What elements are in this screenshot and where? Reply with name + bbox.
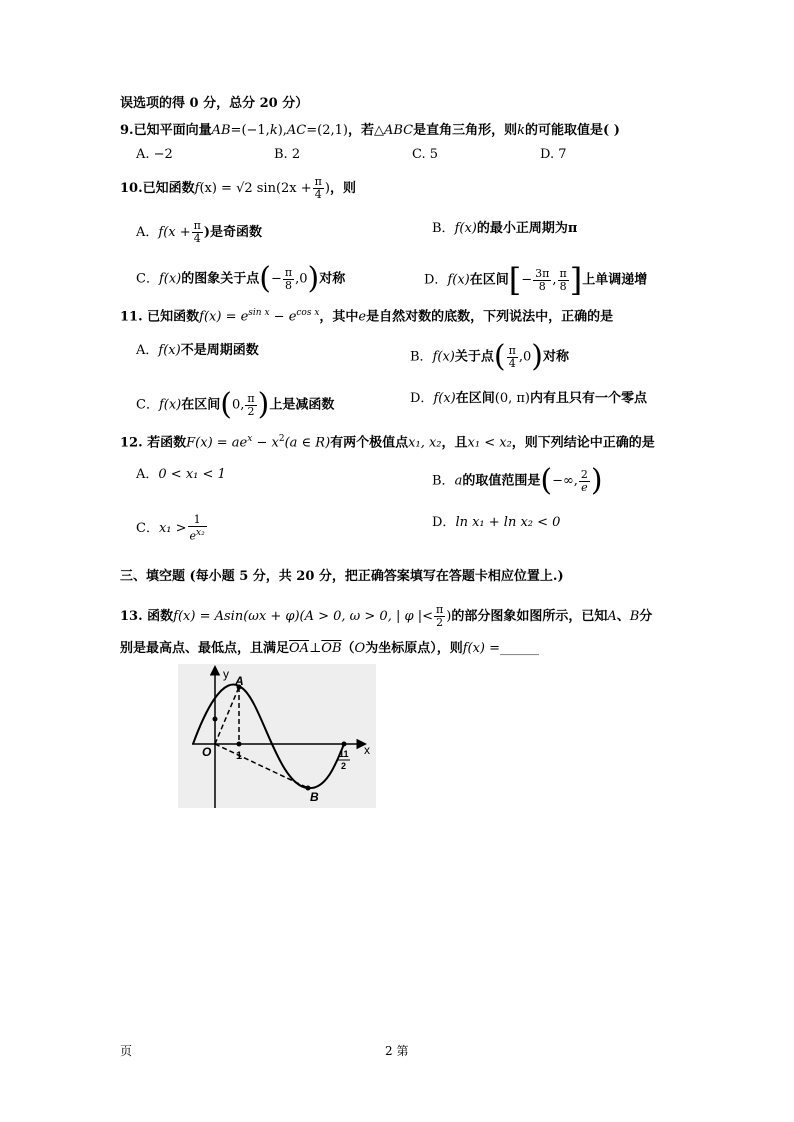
q11-b-mid: 关于点 [454, 349, 494, 365]
q11-func: f(x) = e [199, 309, 249, 325]
q9-text-d: 的可能取值是( ) [525, 123, 620, 138]
q10-d-text: 上单调递增 [582, 272, 648, 288]
q10-c-minus: − [270, 271, 282, 287]
q10-four: 4 [314, 188, 322, 201]
q9-option-b: B. 2 [274, 147, 301, 162]
q11-option-c [136, 387, 335, 422]
y-axis-label: y [223, 667, 229, 681]
q11-b-func: f(x) [432, 349, 455, 365]
q11-option-d [410, 390, 647, 408]
q12-b-interval: −∞, [552, 473, 578, 489]
question-13-line-1 [120, 604, 652, 629]
q12-stem-b: 有两个极值点 [330, 435, 409, 451]
q11-c-zero: 0, [231, 397, 245, 413]
q10-f: f [194, 181, 200, 196]
q11-a-text: 不是周期函数 [180, 343, 259, 358]
q10-stem-b: ，则 [329, 181, 356, 196]
q11-c-text: 上是减函数 [269, 397, 335, 413]
point-x-eleven-half [342, 742, 347, 747]
q9-number: 9. [120, 123, 134, 138]
q10-c-frac [283, 267, 294, 292]
q10-stem-a: 10.已知函数 [120, 181, 195, 196]
q12-func: F(x) = ae [186, 435, 248, 451]
label-o: O [202, 745, 212, 759]
q13-fx: f(x) = [462, 641, 501, 656]
q11-c-rparen: ) [257, 387, 270, 422]
section-3-heading: 三、填空题 (每小题 5 分，共 20 分，把正确答案填写在答题卡相应位置上.) [120, 569, 564, 584]
q10-d-rbracket: ] [569, 261, 583, 299]
q10-d-lbracket: [ [508, 261, 522, 299]
question-13-line-2 [120, 640, 539, 658]
q11-c-pi: π [247, 391, 255, 405]
q13-graph-figure [178, 664, 376, 808]
q10-a-four: 4 [193, 232, 201, 245]
q9-text-a: 已知平面向量 [133, 123, 212, 138]
q10-c-rparen: ) [307, 261, 320, 296]
q11-b-lparen: ( [493, 339, 506, 374]
q11-a-label: A． [136, 343, 159, 358]
q12-b-a: a [454, 473, 463, 489]
q11-c-two: 2 [247, 404, 255, 418]
q13-frac [434, 604, 445, 629]
q12-domain: (a ∈ R) [284, 435, 331, 451]
label-a: A [235, 674, 244, 688]
q9-vec-ab: AB [211, 123, 231, 138]
q10-pi: π [314, 175, 322, 188]
q12-option-d [432, 514, 560, 532]
q9-eq1: =(−1, [230, 123, 270, 138]
q11-c-frac [245, 393, 256, 418]
q11-c-lparen: ( [220, 387, 232, 422]
q12-c-x: x₁ > [158, 520, 187, 536]
q13-perp: ⊥ [309, 641, 322, 656]
q11-c-mid: 在区间 [181, 397, 221, 413]
point-y-intercept [213, 717, 218, 722]
q10-fx: (x) = √2 sin(2x + [199, 181, 312, 196]
q10-c-zero: ,0 [295, 271, 308, 287]
q9-option-a: A. −2 [136, 147, 173, 162]
q12-c-one: 1 [188, 514, 207, 527]
segment-oa [215, 687, 239, 744]
x-axis-label: x [364, 743, 370, 757]
q11-cos: cos x [296, 308, 320, 318]
q13-line2-c: 为坐标原点），则 [365, 641, 463, 656]
q12-option-a [136, 466, 226, 484]
q12-a-label: A． [136, 467, 159, 482]
q11-c-label: C． [136, 397, 159, 413]
tick-label-11-den: 2 [341, 761, 347, 771]
q13-stem-a: 13. 函数 [120, 609, 174, 624]
q10-d-label: D． [424, 272, 448, 288]
q12-minus: − x [252, 435, 279, 451]
q10-option-b [432, 220, 577, 238]
q12-ineq: x₁ < x₂ [467, 435, 512, 451]
q9-eq1b: ), [277, 123, 287, 138]
q10-option-d [424, 261, 648, 299]
q11-d-mid: 在区间 [455, 391, 495, 406]
q10-option-c [136, 261, 346, 296]
q10-a-text: )是奇函数 [203, 225, 263, 240]
q10-a-label: A． [136, 225, 159, 240]
q9-abc: ABC [384, 123, 414, 138]
q10-c-mid: 的图象关于点 [181, 271, 260, 287]
q9-k1: k [269, 123, 278, 138]
q13-stem-c: 分 [639, 609, 653, 624]
q13-o: O [354, 641, 366, 656]
q10-a-frac [192, 220, 203, 245]
q13-graph-svg [178, 664, 376, 808]
footer-page-number: 2 第 [385, 1044, 409, 1058]
q10-d-frac2 [558, 268, 569, 293]
q13-close: ) [446, 609, 452, 624]
q11-c-func: f(x) [158, 397, 182, 413]
q10-d-eight2: 8 [559, 279, 567, 293]
q12-d-body: ln x₁ + ln x₂ < 0 [455, 515, 561, 530]
q9-vec-ac: AC [286, 123, 307, 138]
q12-c-den-sup: x₂ [196, 528, 205, 538]
label-b: B [310, 790, 319, 804]
q13-pi: π [436, 603, 444, 616]
header-line: 误选项的得 0 分，总分 20 分） [120, 96, 309, 111]
tick-label-11-num: 11 [339, 749, 349, 759]
q11-b-zero: ,0 [518, 349, 532, 365]
q11-e: e [358, 309, 367, 325]
q10-c-eight: 8 [285, 278, 292, 292]
q10-close: ) [324, 181, 330, 196]
q11-sin: sin x [248, 308, 270, 318]
q13-line2-b: （ [341, 641, 355, 656]
q11-a-func: f(x) [158, 343, 181, 358]
q9-triangle: △ [374, 123, 384, 138]
q11-stem-c: 是自然对数的底数，下列说法中，正确的是 [366, 309, 614, 325]
q10-d-minus: − [521, 272, 533, 288]
q12-b-lparen: ( [540, 463, 553, 498]
q11-d-interval: (0, π) [494, 391, 530, 406]
q12-stem-d: ，则下列结论中正确的是 [511, 435, 655, 451]
q12-b-mid: 的取值范围是 [462, 473, 541, 489]
q9-text-b: ，若 [347, 123, 374, 138]
q12-c-frac [188, 514, 207, 543]
q10-b-text: 的最小正周期为π [476, 221, 578, 236]
q10-c-func: f(x) [158, 271, 182, 287]
q13-oa: $\overline{OA}$ [289, 641, 310, 656]
q10-d-func: f(x) [447, 272, 470, 288]
q11-stem-a: 11. 已知函数 [120, 309, 200, 325]
q9-text-c: 是直角三角形，则 [413, 123, 518, 138]
q11-stem-b: ，其中 [319, 309, 359, 325]
footer-left: 页 [120, 1044, 133, 1058]
q11-b-rparen: ) [531, 339, 543, 374]
q12-c-label: C． [136, 520, 159, 536]
q11-b-label: B． [410, 349, 433, 365]
q12-option-b [432, 463, 603, 498]
q10-option-a [136, 220, 262, 245]
q10-d-mid: 在区间 [469, 272, 509, 288]
question-10-stem [120, 176, 356, 201]
question-9-stem [120, 122, 620, 140]
q10-d-pi: π [559, 266, 567, 280]
question-12-stem [120, 430, 655, 452]
q11-b-pi: π [508, 343, 516, 357]
q11-b-frac [507, 345, 518, 370]
q12-c-den [188, 527, 207, 543]
q11-b-four: 4 [508, 356, 516, 370]
q10-b-func: f(x) [454, 221, 477, 236]
q13-two: 2 [436, 616, 444, 629]
q12-option-c [136, 514, 208, 543]
q12-b-two: 2 [580, 467, 588, 481]
point-x-one [237, 742, 242, 747]
q10-c-text: 对称 [319, 271, 346, 287]
q10-pi-over-4 [313, 176, 324, 201]
q9-k2: k [517, 123, 526, 138]
q13-b: B [629, 609, 640, 624]
q11-b-text: 对称 [542, 349, 569, 365]
q12-c-den-e: e [189, 529, 197, 543]
q13-answer-blank: ______ [500, 641, 540, 656]
q11-d-label: D． [410, 391, 434, 406]
q10-c-lparen: ( [259, 261, 271, 296]
q10-c-label: C． [136, 271, 159, 287]
q12-d-label: D． [432, 515, 456, 530]
q10-c-pi: π [284, 265, 293, 279]
q13-sep: 、 [616, 609, 630, 624]
q12-stem-c: ，且 [441, 435, 468, 451]
q13-ob: $\overline{OB}$ [321, 641, 342, 656]
q10-b-label: B． [432, 221, 455, 236]
q9-option-c: C. 5 [412, 147, 439, 162]
q11-minus: − e [269, 309, 297, 325]
q9-option-d: D. 7 [540, 147, 567, 162]
q9-eq2: =(2,1) [306, 123, 348, 138]
q12-points: x₁, x₂ [408, 435, 442, 451]
q13-stem-b: 的部分图象如图所示，已知 [451, 609, 608, 624]
tick-label-1: 1 [236, 750, 243, 762]
q13-func: f(x) = Asin(ωx + φ)(A > 0, ω > 0, | φ |< [173, 609, 433, 624]
q10-d-3pi: 3π [535, 266, 550, 280]
q12-b-frac [579, 469, 590, 494]
q10-d-frac1 [533, 268, 551, 293]
q12-sq: 2 [278, 434, 285, 444]
q12-stem-a: 12. 若函数 [120, 435, 187, 451]
q11-d-text: 内有且只有一个零点 [529, 391, 647, 406]
q12-x-sup: x [247, 434, 253, 444]
q10-d-comma: , [552, 272, 557, 288]
q12-b-rparen: ) [590, 463, 603, 498]
question-11-stem [120, 304, 613, 326]
q12-a-body: 0 < x₁ < 1 [158, 467, 226, 482]
q13-line2-a: 别是最高点、最低点，且满足 [120, 641, 290, 656]
q10-a-func: f(x + [158, 225, 191, 240]
q11-d-func: f(x) [433, 391, 456, 406]
q11-option-b [410, 339, 569, 374]
q12-b-e: e [581, 480, 588, 494]
q12-b-label: B． [432, 473, 455, 489]
q11-option-a [136, 342, 259, 360]
q10-d-eight1: 8 [538, 279, 546, 293]
q13-a: A [607, 609, 617, 624]
q10-a-pi: π [193, 219, 201, 232]
